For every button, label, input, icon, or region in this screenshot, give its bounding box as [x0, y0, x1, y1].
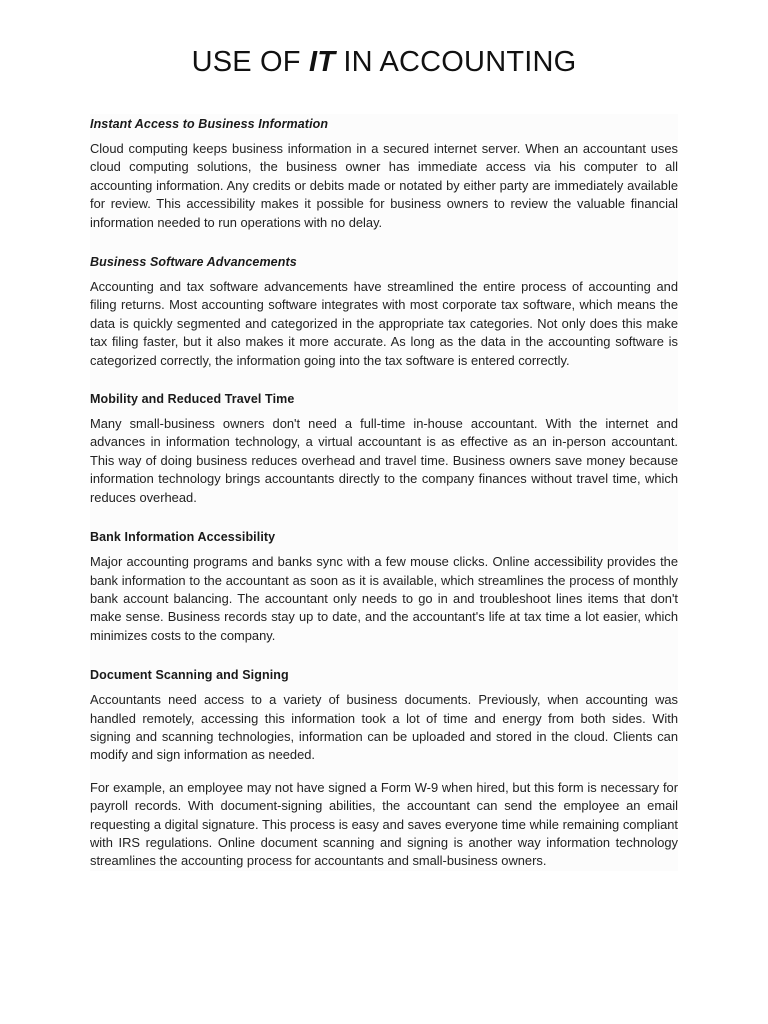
section-heading: Mobility and Reduced Travel Time	[90, 392, 295, 407]
section-paragraph: Cloud computing keeps business information in a secured internet server. When an accountant uses cloud computing solutions, the business owner has immediate access via his computer to all accounting information. Any credits or debits made or notated by either party are immediately available for review. This accessibility makes it possible for business owners to review the valuable financial information needed to run operations with no delay.	[90, 141, 678, 230]
title-emphasis: IT	[308, 46, 336, 78]
section-paragraph: Accounting and tax software advancements have streamlined the entire process of accounting and filing returns. Most accounting software integrates with most corporate tax software, which means the data is quickly segmented and categorized in the appropriate tax categories. Not only does this make tax filing faster, but it also makes it more accurate. As long as the data in the accounting software is categorized correctly, the information going into the tax software is entered correctly.	[90, 279, 678, 368]
page-title	[0, 46, 768, 79]
section-heading: Bank Information Accessibility	[90, 530, 276, 545]
title-pre: USE OF	[191, 46, 309, 78]
section-bank-accessibility	[90, 527, 678, 645]
title-post: IN ACCOUNTING	[335, 46, 577, 78]
section-document-scanning	[90, 665, 678, 871]
section-heading: Business Software Advancements	[90, 255, 297, 270]
document-body	[90, 114, 678, 871]
section-paragraph: For example, an employee may not have signed a Form W-9 when hired, but this form is necessary for payroll records. With document-signing abilities, the accountant can send the employee an email requesting a digital signature. This process is easy and saves everyone time while remaining compliant with IRS regulations. Online document scanning and signing is another way information technology streamlines the accounting process for accountants and small-business owners.	[90, 779, 678, 869]
section-instant-access	[90, 114, 678, 232]
section-heading: Document Scanning and Signing	[90, 668, 289, 683]
section-heading: Instant Access to Business Information	[90, 117, 329, 131]
section-mobility	[90, 389, 678, 507]
section-paragraph: Accountants need access to a variety of business documents. Previously, when accounting was handled remotely, accessing this information took a lot of time and energy from both sides. With signing and scanning technologies, information can be uploaded and stored in the cloud. Clients can modify and sign information as needed.	[90, 692, 678, 763]
section-paragraph: Many small-business owners don't need a full-time in-house accountant. With the internet and advances in information technology, a virtual accountant is as effective as an in-person accountant. This way of doing business reduces overhead and travel time. Business owners save money because information technology brings accountants directly to the company finances without travel time, which reduces overhead.	[90, 416, 678, 505]
section-paragraph: Major accounting programs and banks sync with a few mouse clicks. Online accessibility provides the bank information to the accountant as soon as it is available, which streamlines the process of monthly bank account balancing. The accountant only needs to go in and troubleshoot lines items that don't make sense. Business records stay up to date, and the accountant's life at tax time a lot easier, which minimizes costs to the company.	[90, 554, 678, 643]
section-software-advancements	[90, 252, 678, 370]
